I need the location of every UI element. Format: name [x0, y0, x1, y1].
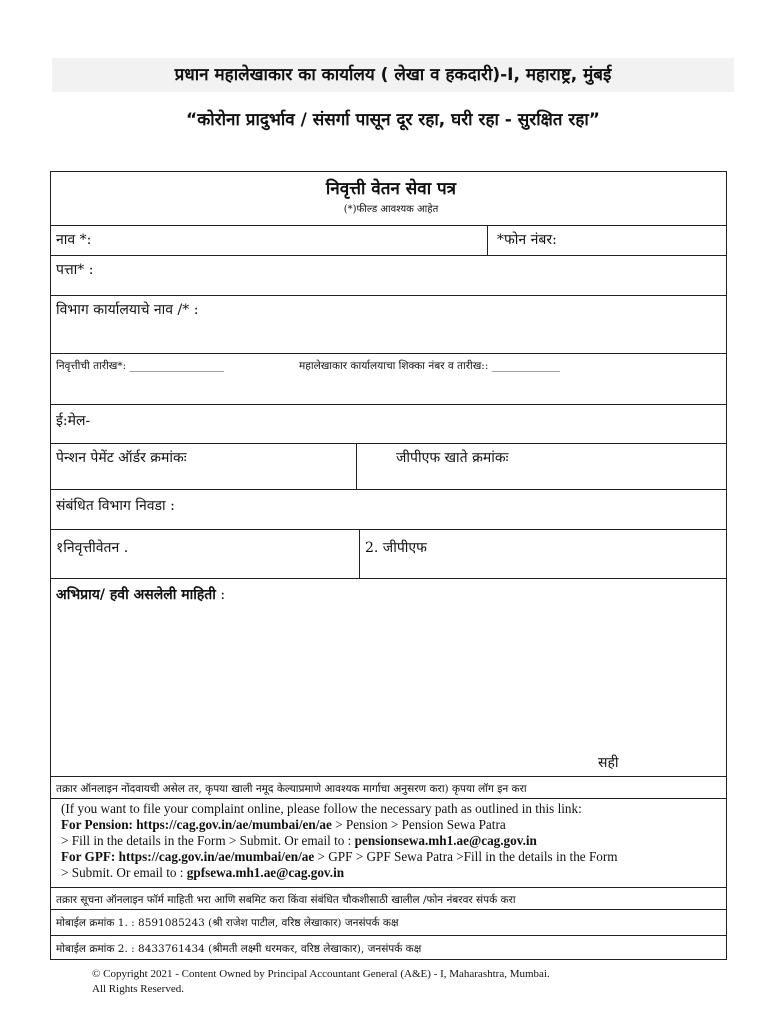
mobile2: मोबाईल क्रमांक 2. : 8433761434 (श्रीमती लक्ष्मी धरमकर, वरिष्ठ लेखाकार), जनसंपर्क कक्ष	[56, 943, 422, 955]
online-note-row	[51, 776, 726, 798]
department-label: विभाग कार्यालयाचे नाव /* :	[56, 302, 199, 318]
footer	[92, 967, 550, 997]
mobile1-row	[51, 909, 726, 935]
name-field[interactable]: नाव *:	[56, 232, 92, 248]
remarks-colon: :	[215, 587, 226, 603]
gpf-path: > GPF > GPF Sewa Patra >Fill in the details in the Form	[314, 849, 618, 864]
form-title-row	[51, 172, 726, 225]
pension-service-form	[50, 171, 727, 960]
mobile2-row	[51, 935, 726, 961]
slogan: “कोरोना प्रादुर्भाव / संसर्गा पासून दूर रहा, घरी रहा - सुरक्षित रहा”	[186, 110, 600, 130]
contact-note-row	[51, 887, 726, 909]
pension-link[interactable]: For Pension: https://cag.gov.in/ae/mumbai/en/ae	[61, 817, 332, 832]
pension-path: > Pension > Pension Sewa Patra	[331, 817, 506, 832]
section-options-row	[51, 529, 726, 578]
gpf-path-2: > Submit. Or email to :	[61, 865, 187, 880]
remarks-label: अभिप्राय/ हवी असलेली माहिती	[56, 587, 216, 603]
mobile1: मोबाईल क्रमांक 1. : 8591085243 (श्री राजेश पाटील, वरिष्ठ लेखाकार) जनसंपर्क कक्ष	[56, 917, 399, 929]
name-phone-row	[51, 225, 726, 255]
online-instructions	[51, 798, 726, 887]
retirement-date-field[interactable]: निवृत्तीची तारीख*: __________________	[56, 360, 225, 372]
signature-label: सही	[598, 755, 619, 771]
gpf-link[interactable]: For GPF: https://cag.gov.in/ae/mumbai/en/ae	[61, 849, 315, 864]
online-note: तक्रार ऑनलाइन नोंदवायची असेल तर, कृपया खाली नमूद केल्याप्रमाणे आवश्यक मार्गाचा अनुसरण करा) कृपया लॉग इन करा	[56, 783, 527, 795]
required-note: (*)फील्ड आवश्यक आहेत	[343, 204, 439, 215]
address-field[interactable]	[51, 255, 726, 295]
copyright: © Copyright 2021 - Content Owned by Principal Accountant General (A&E) - I, Maharashtra, Mumbai.	[92, 968, 550, 980]
option-gpf[interactable]: 2. जीपीएफ	[365, 540, 427, 556]
section-select-label: संबंधित विभाग निवडा :	[56, 498, 175, 514]
section-select-row	[51, 489, 726, 529]
instructions-intro: (If you want to file your complaint online, please follow the necessary path as outlined in this link:	[61, 801, 582, 816]
address-label: पत्ता* :	[56, 262, 94, 278]
gpf-email[interactable]: gpfsewa.mh1.ae@cag.gov.in	[186, 865, 345, 880]
dates-row	[51, 353, 726, 404]
gpf-account-field[interactable]: जीपीएफ खाते क्रमांकः	[396, 450, 509, 466]
department-field[interactable]	[51, 295, 726, 353]
email-field[interactable]	[51, 404, 726, 443]
ppo-field[interactable]: पेन्शन पेमेंट ऑर्डर क्रमांकः	[56, 450, 187, 466]
ppo-gpf-row	[51, 443, 726, 489]
phone-field[interactable]: *फोन नंबर:	[497, 232, 557, 248]
ag-seal-field[interactable]: महालेखाकार कार्यालयाचा शिक्का नंबर व तारीख:: _____________	[299, 360, 560, 372]
rights: All Rights Reserved.	[92, 983, 184, 995]
option-pension[interactable]: १निवृत्तीवेतन .	[56, 540, 129, 556]
pension-email[interactable]: pensionsewa.mh1.ae@cag.gov.in	[354, 833, 537, 848]
email-label: ई:मेल-	[56, 413, 91, 429]
office-header: प्रधान महालेखाकार का कार्यालय ( लेखा व हकदारी)-I, महाराष्ट्र, मुंबई	[52, 58, 734, 92]
contact-note: तक्रार सूचना ऑनलाइन फॉर्म माहिती भरा आणि सबमिट करा किंवा संबंधित चौकशीसाठी खालील /फोन नंबरवर संपर्क करा	[56, 894, 516, 906]
pension-path-2: > Fill in the details in the Form > Submit. Or email to :	[61, 833, 355, 848]
form-title: निवृत्ती वेतन सेवा पत्र	[325, 179, 457, 199]
remarks-field[interactable]	[51, 578, 726, 776]
